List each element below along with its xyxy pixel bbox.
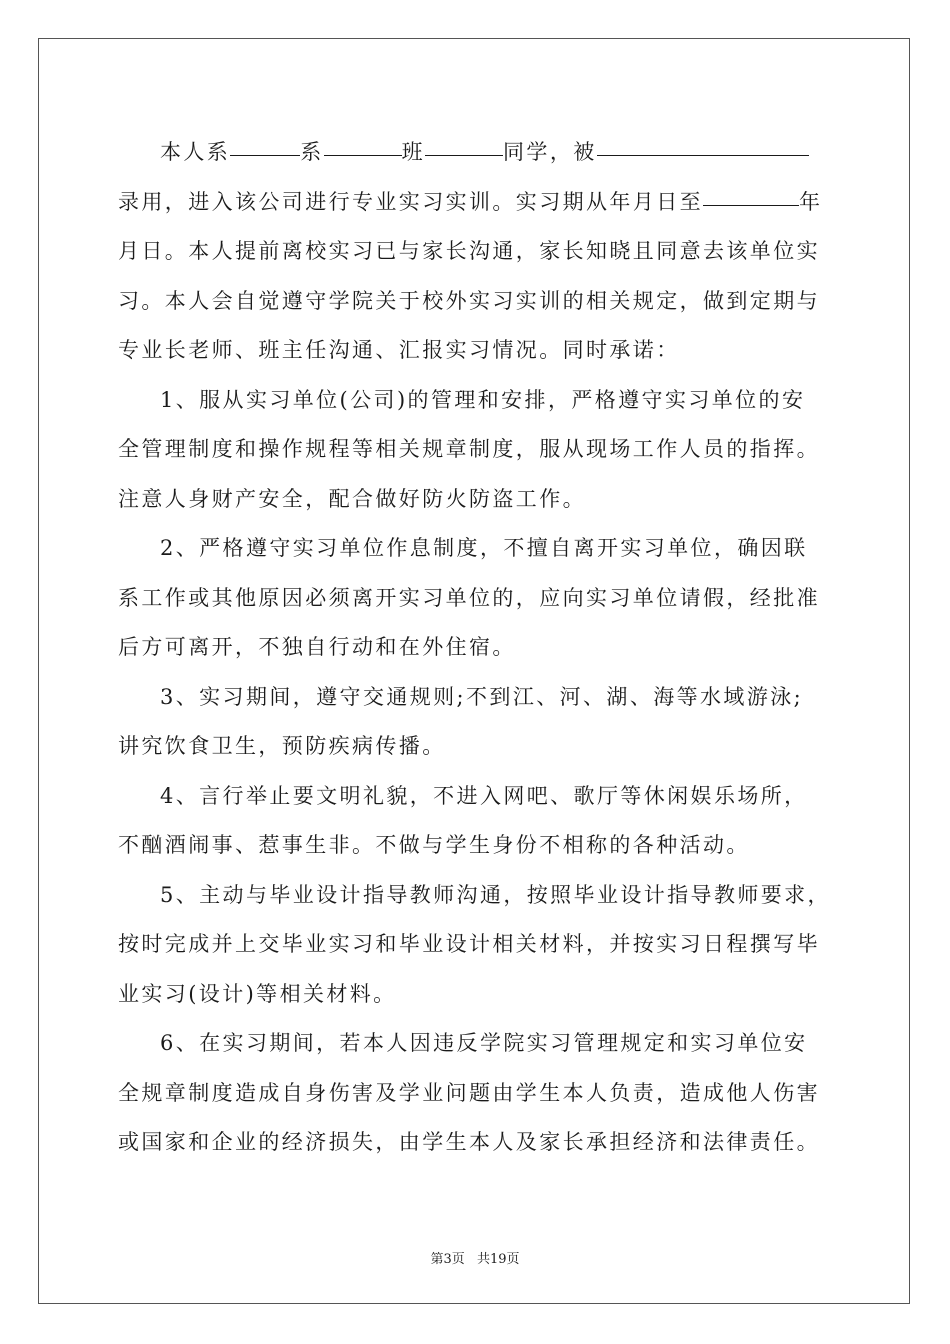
intro-text-1: 本人系 [160, 140, 231, 164]
promise-item-2-line-2: 系工作或其他原因必须离开实习单位的，应向实习单位请假，经批准 [118, 585, 820, 610]
promise-item-4-line-2: 不酗酒闹事、惹事生非。不做与学生身份不相称的各种活动。 [118, 833, 750, 857]
promise-item-6-line-3: 或国家和企业的经济损失，由学生本人及家长承担经济和法律责任。 [118, 1130, 820, 1154]
intro-line-2 [118, 178, 838, 228]
intro-text-6: 年 [799, 189, 823, 214]
page-number: 第3页 [430, 1252, 465, 1267]
promise-item-5-line-3: 业实习(设计)等相关材料。 [118, 981, 397, 1006]
promise-item-1-line-2: 全管理制度和操作规程等相关规章制度，服从现场工作人员的指挥。 [118, 437, 820, 461]
department-blank[interactable] [230, 133, 300, 156]
promise-item-1-line-1: 1、服从实习单位(公司)的管理和安排，严格遵守实习单位的安 [160, 387, 806, 412]
intro-text-2: 系 [300, 140, 324, 164]
promise-item-2 [118, 524, 838, 673]
intro-paragraph [118, 128, 838, 376]
intro-line-5: 专业长老师、班主任沟通、汇报实习情况。同时承诺： [118, 338, 680, 362]
promise-item-3-line-2: 讲究饮食卫生，预防疾病传播。 [118, 734, 446, 758]
class-blank[interactable] [425, 133, 503, 156]
promise-item-1-line-3: 注意人身财产安全，配合做好防火防盗工作。 [118, 486, 586, 511]
end-date-blank[interactable] [703, 183, 799, 206]
promise-item-3 [118, 673, 838, 772]
intro-line-4: 习。本人会自觉遵守学院关于校外实习实训的相关规定，做到定期与 [118, 288, 820, 313]
intro-text-4: 同学，被 [503, 140, 597, 164]
intro-line-1 [118, 128, 838, 178]
promise-item-4-line-1: 4、言行举止要文明礼貌，不进入网吧、歌厅等休闲娱乐场所， [160, 783, 808, 808]
promise-item-3-line-1: 3、实习期间，遵守交通规则;不到江、河、湖、海等水域游泳; [160, 684, 804, 709]
document-body [118, 128, 838, 1168]
company-blank[interactable] [597, 133, 809, 156]
intro-text-5: 录用，进入该公司进行专业实习实训。实习期从年月日至 [118, 189, 703, 214]
promise-item-6 [118, 1019, 838, 1168]
intro-text-3: 班 [401, 140, 426, 164]
promise-item-2-line-1: 2、严格遵守实习单位作息制度，不擅自离开实习单位，确因联 [160, 536, 808, 560]
promise-item-6-line-1: 6、在实习期间，若本人因违反学院实习管理规定和实习单位安 [160, 1031, 808, 1055]
promise-item-4 [118, 772, 838, 871]
major-blank[interactable] [324, 133, 402, 156]
promise-item-1 [118, 376, 838, 525]
promise-item-5-line-2: 按时完成并上交毕业实习和毕业设计相关材料，并按实习日程撰写毕 [118, 932, 820, 956]
page-footer [0, 1248, 950, 1267]
intro-line-3: 月日。本人提前离校实习已与家长沟通，家长知晓且同意去该单位实 [118, 239, 820, 263]
promise-item-6-line-2: 全规章制度造成自身伤害及学业问题由学生本人负责，造成他人伤害 [118, 1080, 820, 1105]
promise-item-5 [118, 871, 838, 1020]
promise-item-5-line-1: 5、主动与毕业设计指导教师沟通，按照毕业设计指导教师要求， [160, 882, 831, 907]
page-total: 共19页 [476, 1252, 520, 1267]
promise-item-2-line-3: 后方可离开，不独自行动和在外住宿。 [118, 635, 516, 659]
